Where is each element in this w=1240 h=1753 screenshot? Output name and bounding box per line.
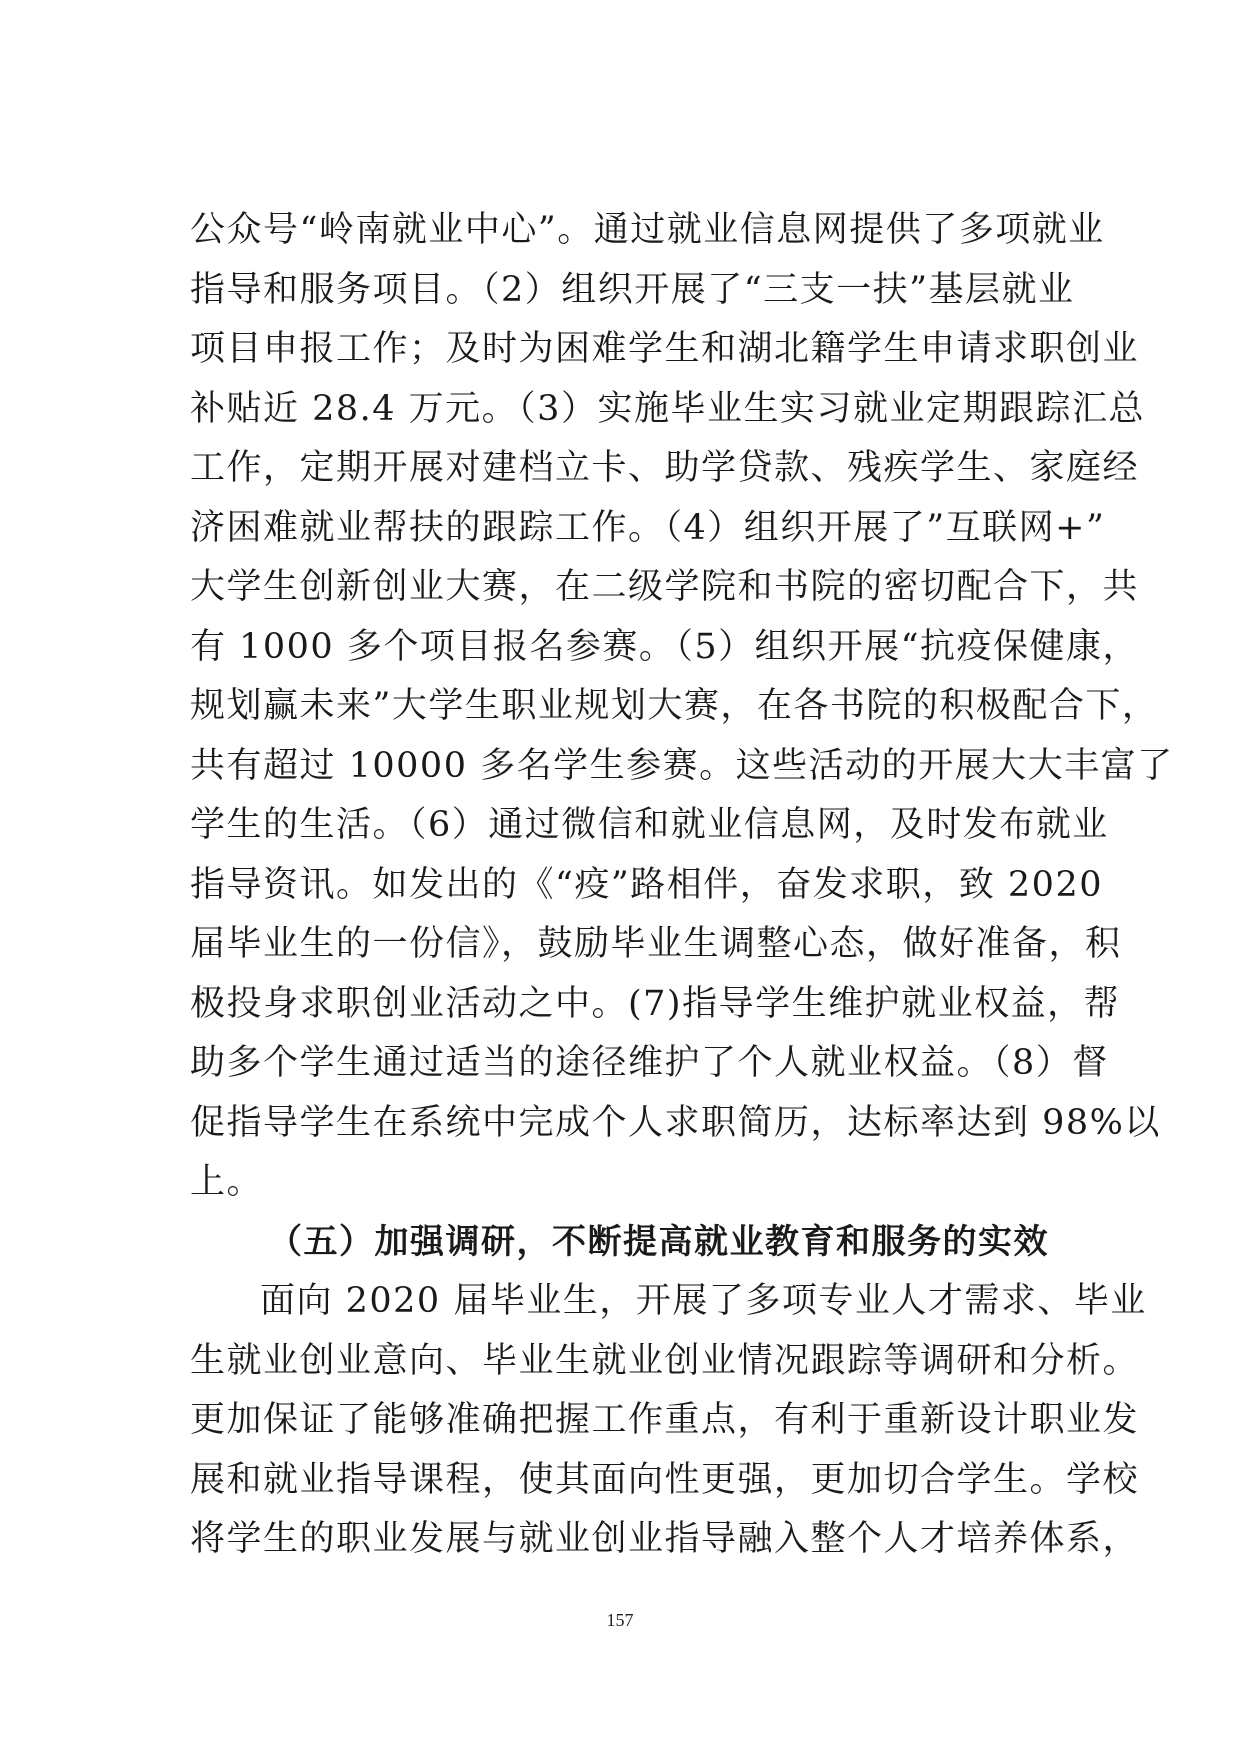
text-line: 规划赢未来”大学生职业规划大赛，在各书院的积极配合下，	[190, 686, 1159, 726]
text-line: 项目申报工作；及时为困难学生和湖北籍学生申请求职创业	[190, 329, 1140, 369]
text-line: 指导资讯。如发出的《“疫”路相伴，奋发求职，致 2020	[190, 864, 1103, 905]
text-line: 助多个学生通过适当的途径维护了个人就业权益。（8）督	[190, 1043, 1109, 1083]
text-line: 极投身求职创业活动之中。(7)指导学生维护就业权益，帮	[190, 983, 1121, 1024]
text-line: 大学生创新创业大赛，在二级学院和书院的密切配合下，共	[190, 567, 1140, 607]
text-line: 更加保证了能够准确把握工作重点，有利于重新设计职业发	[190, 1400, 1140, 1440]
text-line: 展和就业指导课程，使其面向性更强，更加切合学生。学校	[190, 1459, 1140, 1500]
text-line: 指导和服务项目。（2）组织开展了“三支一扶”基层就业	[190, 269, 1075, 310]
page-number: 157	[606, 1610, 634, 1630]
text-line: 将学生的职业发展与就业创业指导融入整个人才培养体系，	[190, 1519, 1140, 1559]
text-line: 有 1000 多个项目报名参赛。（5）组织开展“抗疫保健康，	[190, 626, 1139, 667]
section-heading: （五）加强调研，不断提高就业教育和服务的实效	[268, 1221, 1049, 1262]
text-line: 上。	[190, 1162, 264, 1202]
text-line: 面向 2020 届毕业生，开展了多项专业人才需求、毕业	[260, 1281, 1147, 1321]
text-line: 补贴近 28.4 万元。（3）实施毕业生实习就业定期跟踪汇总	[190, 388, 1145, 429]
text-line: 共有超过 10000 多名学生参赛。这些活动的开展大大丰富了	[190, 745, 1174, 786]
body-text	[190, 201, 1174, 1570]
text-line: 工作，定期开展对建档立卡、助学贷款、残疾学生、家庭经	[190, 448, 1140, 488]
text-line: 学生的生活。（6）通过微信和就业信息网，及时发布就业	[190, 805, 1109, 845]
text-line: 生就业创业意向、毕业生就业创业情况跟踪等调研和分析。	[190, 1340, 1140, 1381]
text-line: 届毕业生的一份信》，鼓励毕业生调整心态，做好准备，积	[190, 924, 1122, 964]
text-line: 公众号“岭南就业中心”。通过就业信息网提供了多项就业	[190, 210, 1105, 250]
text-line: 促指导学生在系统中完成个人求职简历，达标率达到 98%以	[190, 1102, 1161, 1143]
text-line: 济困难就业帮扶的跟踪工作。（4）组织开展了”互联网+”	[190, 507, 1106, 548]
